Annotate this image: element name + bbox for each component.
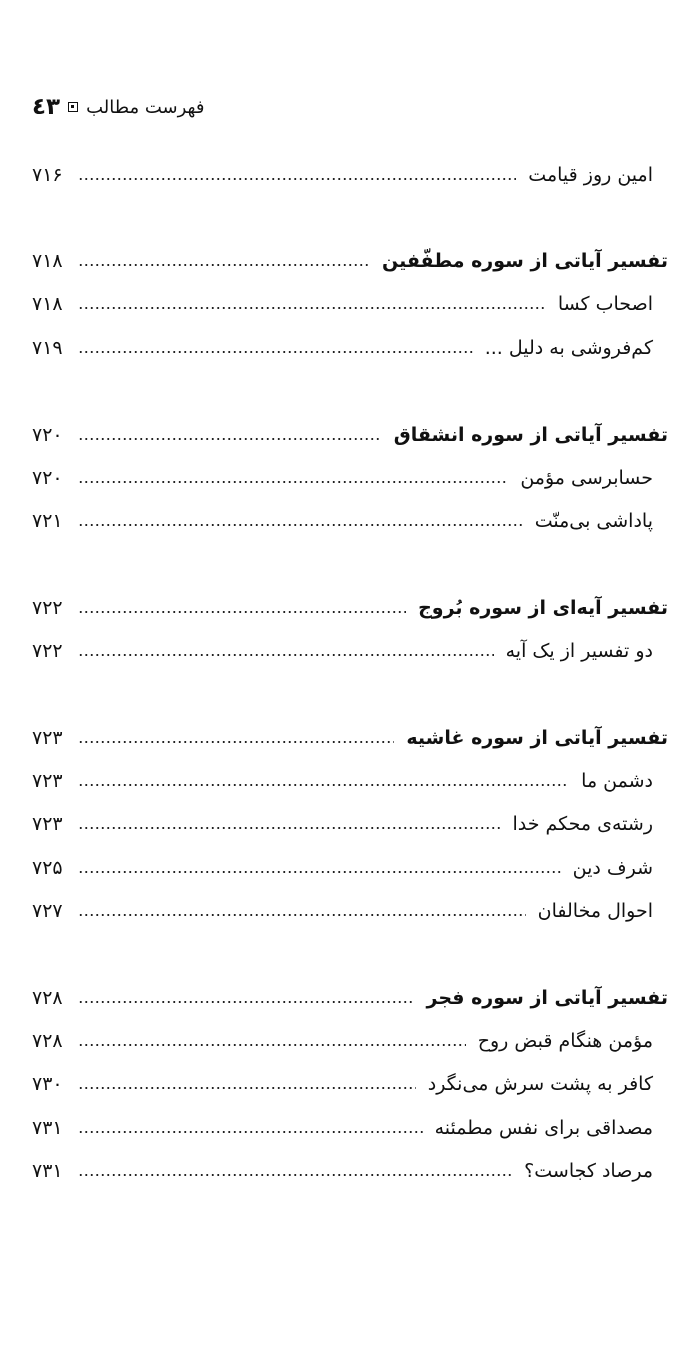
dot-leader (78, 1130, 423, 1134)
toc-entry[interactable] (32, 1154, 668, 1188)
toc-entry-title: رشته‌ی محکم خدا (512, 813, 653, 835)
toc-entry-title: تفسیر آیه‌ای از سوره بُروج (418, 597, 668, 619)
toc-entry-title: دو تفسیر از یک آیه (505, 640, 653, 662)
toc-entry-page: ۷۲۳ (32, 727, 63, 749)
toc-entry-page: ۷۱۹ (32, 337, 63, 359)
dot-leader (78, 523, 523, 527)
toc-entry-page: ۷۱۸ (32, 250, 63, 272)
toc-entry[interactable] (32, 764, 668, 798)
toc-entry-title: پاداشی بی‌منّت (534, 510, 653, 532)
toc-entry-page: ۷۲۰ (32, 424, 63, 446)
toc-entry-title: احوال مخالفان (537, 900, 653, 922)
toc-entry-page: ۷۲۰ (32, 467, 63, 489)
toc-entry-page: ۷۱۶ (32, 164, 63, 186)
dot-leader (78, 350, 473, 354)
toc-entry-page: ۷۲۳ (32, 813, 63, 835)
dot-leader (78, 1000, 415, 1004)
square-ornament-icon (68, 102, 78, 112)
toc-entry[interactable] (32, 634, 668, 668)
toc-entry[interactable] (32, 1067, 668, 1101)
toc-entry-page: ۷۲۵ (32, 857, 63, 879)
toc-section-heading[interactable] (32, 591, 668, 625)
toc-entry-page: ۷۲۷ (32, 900, 63, 922)
toc-entry[interactable] (32, 504, 668, 538)
toc-entry-title: تفسیر آیاتی از سوره غاشیه (406, 727, 668, 749)
toc-entry-page: ۷۲۲ (32, 597, 63, 619)
toc-entry-title: تفسیر آیاتی از سوره فجر (426, 987, 668, 1009)
toc-entry-title: کم‌فروشی به دلیل ... (484, 337, 653, 359)
toc-entry-page: ۷۳۱ (32, 1117, 63, 1139)
toc-entry[interactable] (32, 807, 668, 841)
dot-leader (78, 263, 370, 267)
toc-entry[interactable] (32, 1024, 668, 1058)
dot-leader (78, 1173, 512, 1177)
header-title: فهرست مطالب (86, 96, 205, 118)
dot-leader (78, 610, 406, 614)
toc-entry-title: مؤمن هنگام قبض روح (477, 1030, 653, 1052)
toc-entry-page: ۷۳۱ (32, 1160, 63, 1182)
dot-leader (78, 1043, 466, 1047)
toc-section-heading[interactable] (32, 418, 668, 452)
dot-leader (78, 783, 569, 787)
dot-leader (78, 437, 382, 441)
dot-leader (78, 177, 516, 181)
toc-entry-title: مصداقی برای نفس مطمئنه (434, 1117, 653, 1139)
toc-entry-page: ۷۱۸ (32, 293, 63, 315)
toc-entry-title: تفسیر آیاتی از سوره مطفّفین (382, 250, 668, 272)
toc-entry[interactable] (32, 894, 668, 928)
toc-entry[interactable] (32, 1111, 668, 1145)
toc-entry[interactable] (32, 331, 668, 365)
toc-section-heading[interactable] (32, 244, 668, 278)
toc-entry-title: تفسیر آیاتی از سوره انشقاق (393, 424, 668, 446)
toc-entry[interactable] (32, 851, 668, 885)
dot-leader (78, 913, 526, 917)
toc-entry[interactable] (32, 287, 668, 321)
toc-entry-page: ۷۲۲ (32, 640, 63, 662)
toc-entry-page: ۷۲۸ (32, 1030, 63, 1052)
toc-entry-title: امین روز قیامت (528, 164, 653, 186)
dot-leader (78, 740, 394, 744)
dot-leader (78, 480, 508, 484)
toc-entry[interactable] (32, 158, 668, 192)
dot-leader (78, 870, 561, 874)
toc-entry-title: دشمن ما (581, 770, 653, 792)
header-page-number: ٤٣ (32, 94, 61, 120)
toc-entry-title: حسابرسی مؤمن (520, 467, 653, 489)
toc-entry-page: ۷۳۰ (32, 1073, 63, 1095)
toc-entry-title: شرف دین (572, 857, 653, 879)
dot-leader (78, 306, 546, 310)
toc-entry-title: کافر به پشت سرش می‌نگرد (427, 1073, 653, 1095)
toc-section-heading[interactable] (32, 721, 668, 755)
toc-entry[interactable] (32, 461, 668, 495)
toc-entry-page: ۷۲۱ (32, 510, 63, 532)
dot-leader (78, 1086, 416, 1090)
toc-entry-page: ۷۲۳ (32, 770, 63, 792)
toc-section-heading[interactable] (32, 981, 668, 1015)
dot-leader (78, 653, 494, 657)
running-header (32, 92, 204, 122)
toc-entry-page: ۷۲۸ (32, 987, 63, 1009)
toc-entry-title: اصحاب کسا (557, 293, 653, 315)
dot-leader (78, 826, 500, 830)
toc-entry-title: مرصاد کجاست؟ (524, 1160, 653, 1182)
